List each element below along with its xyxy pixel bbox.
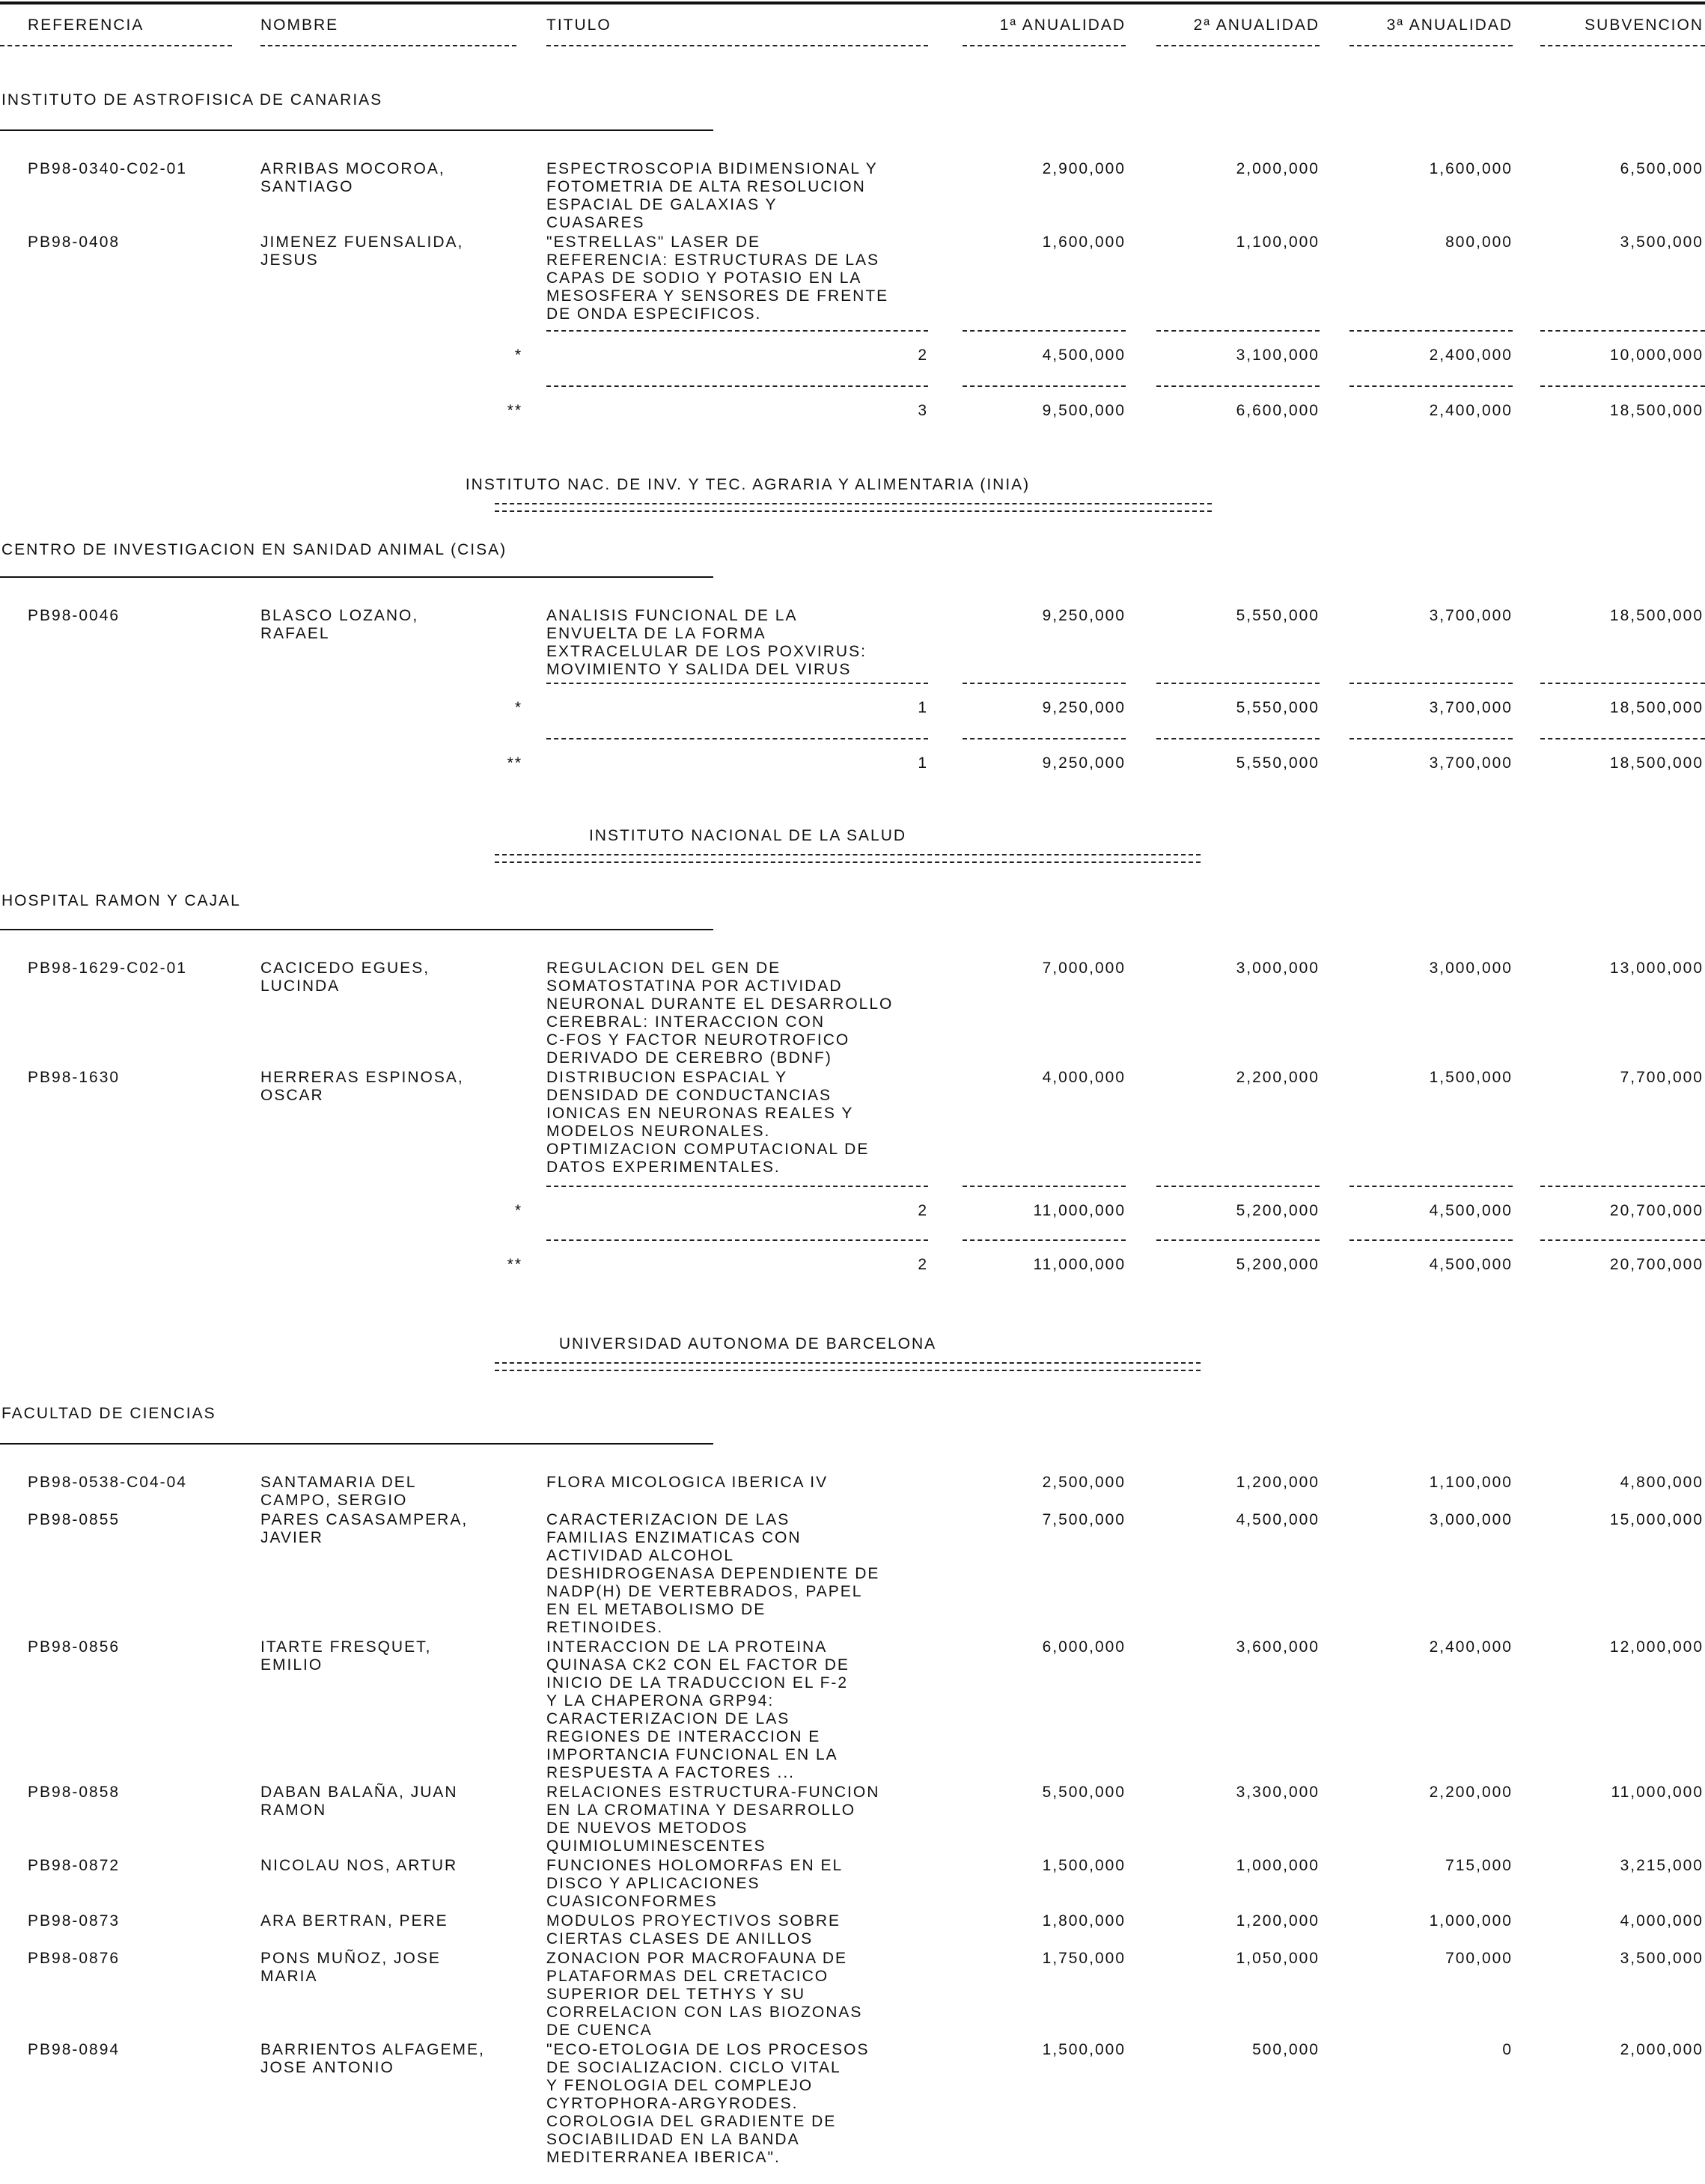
annuality-1: 2,900,000 <box>1042 160 1126 177</box>
subtotal-annuality-3: 3,700,000 <box>1429 699 1513 716</box>
subtotal-separator <box>1156 683 1320 684</box>
reference: PB98-0894 <box>28 2041 121 2058</box>
annuality-3: 800,000 <box>1445 234 1513 251</box>
subtotal-annuality-1: 9,250,000 <box>1042 699 1126 716</box>
annuality-2: 4,500,000 <box>1236 1511 1320 1528</box>
subtotal-separator <box>546 1186 928 1187</box>
reference: PB98-0538-C04-04 <box>28 1474 187 1491</box>
column-header: TITULO <box>546 16 611 34</box>
annuality-3: 2,400,000 <box>1429 1638 1513 1656</box>
total-annuality-3: 3,700,000 <box>1429 754 1513 772</box>
annuality-2: 2,200,000 <box>1236 1069 1320 1086</box>
total-marker: ** <box>507 1256 522 1273</box>
column-header: 1ª ANUALIDAD <box>999 16 1126 34</box>
header-underline <box>1156 45 1320 46</box>
annuality-3: 700,000 <box>1445 1950 1513 1967</box>
annuality-3: 1,000,000 <box>1429 1912 1513 1930</box>
total-separator <box>1156 738 1320 739</box>
project-title: CARACTERIZACION DE LAS FAMILIAS ENZIMATICAS CON ACTIVIDAD ALCOHOL DESHIDROGENASA DEPENDIENTE DE NADP(H) DE VERTEBRADOS, PAPEL EN EL METABOLISMO DE RETINOIDES. <box>546 1511 880 1636</box>
subtotal-count: 2 <box>918 1202 928 1219</box>
subtotal-separator <box>1349 330 1513 332</box>
total-annuality-3: 4,500,000 <box>1429 1256 1513 1273</box>
reference: PB98-1630 <box>28 1069 121 1086</box>
annuality-2: 3,300,000 <box>1236 1784 1320 1801</box>
subtotal-subsidy: 18,500,000 <box>1609 699 1704 716</box>
annuality-3: 1,500,000 <box>1429 1069 1513 1086</box>
annuality-1: 1,800,000 <box>1042 1912 1126 1930</box>
subtotal-annuality-2: 5,200,000 <box>1236 1202 1320 1219</box>
reference: PB98-1629-C02-01 <box>28 960 187 977</box>
investigator-name: DABAN BALAÑA, JUAN RAMON <box>260 1784 458 1819</box>
total-separator <box>963 385 1126 387</box>
header-underline <box>0 45 232 46</box>
annuality-2: 5,550,000 <box>1236 607 1320 624</box>
total-marker: ** <box>507 402 522 419</box>
total-subsidy: 18,500,000 <box>1609 402 1704 419</box>
annuality-2: 1,200,000 <box>1236 1912 1320 1930</box>
annuality-2: 1,200,000 <box>1236 1474 1320 1491</box>
total-subsidy: 20,700,000 <box>1609 1256 1704 1273</box>
annuality-2: 1,050,000 <box>1236 1950 1320 1967</box>
column-header: 2ª ANUALIDAD <box>1193 16 1320 34</box>
group-underline <box>495 1362 1201 1371</box>
unit-heading: HOSPITAL RAMON Y CAJAL <box>1 892 241 909</box>
annuality-3: 0 <box>1502 2041 1513 2058</box>
unit-rule <box>0 1443 713 1445</box>
annuality-1: 1,500,000 <box>1042 1857 1126 1874</box>
subsidy: 15,000,000 <box>1609 1511 1704 1528</box>
subtotal-separator <box>1540 683 1705 684</box>
total-annuality-1: 9,500,000 <box>1042 402 1126 419</box>
project-title: INTERACCION DE LA PROTEINA QUINASA CK2 CON EL FACTOR DE INICIO DE LA TRADUCCION EL F-2 Y LA CHAPERONA GRP94: CARACTERIZACION DE LAS REGIONES DE INTERACCION E IMPORTANCIA FUNCIONAL EN LA RESPUESTA A FACTORES ... <box>546 1638 850 1781</box>
subtotal-separator <box>1349 683 1513 684</box>
total-annuality-1: 9,250,000 <box>1042 754 1126 772</box>
subsidy: 4,800,000 <box>1620 1474 1704 1491</box>
unit-heading: CENTRO DE INVESTIGACION EN SANIDAD ANIMAL (CISA) <box>1 541 507 558</box>
total-separator <box>546 1239 928 1241</box>
annuality-3: 2,200,000 <box>1429 1784 1513 1801</box>
column-header: NOMBRE <box>260 16 339 34</box>
project-title: "ECO-ETOLOGIA DE LOS PROCESOS DE SOCIALIZACION. CICLO VITAL Y FENOLOGIA DEL COMPLEJO CYRTOPHORA-ARGYRODES. COROLOGIA DEL GRADIENTE DE SOCIABILIDAD EN LA BANDA MEDITERRANEA IBERICA". <box>546 2041 870 2166</box>
column-header: 3ª ANUALIDAD <box>1386 16 1513 34</box>
annuality-2: 1,000,000 <box>1236 1857 1320 1874</box>
subtotal-separator <box>963 683 1126 684</box>
reference: PB98-0858 <box>28 1784 121 1801</box>
subsidy: 7,700,000 <box>1620 1069 1704 1086</box>
annuality-1: 7,500,000 <box>1042 1511 1126 1528</box>
subtotal-separator <box>546 683 928 684</box>
subtotal-separator <box>1156 330 1320 332</box>
project-title: "ESTRELLAS" LASER DE REFERENCIA: ESTRUCTURAS DE LAS CAPAS DE SODIO Y POTASIO EN LA MESOSFERA Y SENSORES DE FRENTE DE ONDA ESPECIFICOS. <box>546 234 889 323</box>
reference: PB98-0408 <box>28 234 121 251</box>
subtotal-separator <box>1540 1186 1705 1187</box>
group-underline <box>495 854 1201 863</box>
annuality-1: 2,500,000 <box>1042 1474 1126 1491</box>
total-marker: ** <box>507 754 522 772</box>
subsidy: 3,215,000 <box>1620 1857 1704 1874</box>
total-separator <box>1349 385 1513 387</box>
subtotal-marker: * <box>514 347 522 364</box>
subtotal-count: 1 <box>918 699 928 716</box>
total-count: 2 <box>918 1256 928 1273</box>
subtotal-separator <box>1349 1186 1513 1187</box>
reference: PB98-0046 <box>28 607 121 624</box>
total-separator <box>1156 1239 1320 1241</box>
subtotal-annuality-1: 4,500,000 <box>1042 347 1126 364</box>
annuality-2: 3,000,000 <box>1236 960 1320 977</box>
investigator-name: ARA BERTRAN, PERE <box>260 1912 448 1930</box>
annuality-1: 1,750,000 <box>1042 1950 1126 1967</box>
project-title: FLORA MICOLOGICA IBERICA IV <box>546 1474 829 1491</box>
total-separator <box>1540 385 1705 387</box>
unit-rule <box>0 576 713 578</box>
annuality-1: 6,000,000 <box>1042 1638 1126 1656</box>
investigator-name: ARRIBAS MOCOROA, SANTIAGO <box>260 160 445 195</box>
subtotal-count: 2 <box>918 347 928 364</box>
annuality-3: 3,000,000 <box>1429 960 1513 977</box>
subtotal-annuality-2: 5,550,000 <box>1236 699 1320 716</box>
project-title: MODULOS PROYECTIVOS SOBRE CIERTAS CLASES DE ANILLOS <box>546 1912 841 1947</box>
subsidy: 3,500,000 <box>1620 234 1704 251</box>
subtotal-annuality-1: 11,000,000 <box>1033 1202 1126 1219</box>
total-annuality-3: 2,400,000 <box>1429 402 1513 419</box>
total-annuality-2: 5,200,000 <box>1236 1256 1320 1273</box>
group-heading: UNIVERSIDAD AUTONOMA DE BARCELONA <box>558 1335 937 1352</box>
investigator-name: SANTAMARIA DEL CAMPO, SERGIO <box>260 1474 417 1509</box>
total-annuality-2: 6,600,000 <box>1236 402 1320 419</box>
subtotal-subsidy: 10,000,000 <box>1609 347 1704 364</box>
investigator-name: NICOLAU NOS, ARTUR <box>260 1857 458 1874</box>
unit-rule <box>0 929 713 930</box>
header-underline <box>1540 45 1705 46</box>
total-annuality-2: 5,550,000 <box>1236 754 1320 772</box>
subtotal-separator <box>546 330 928 332</box>
subsidy: 3,500,000 <box>1620 1950 1704 1967</box>
subtotal-marker: * <box>514 699 522 716</box>
unit-rule <box>0 129 713 131</box>
investigator-name: JIMENEZ FUENSALIDA, JESUS <box>260 234 464 269</box>
reference: PB98-0340-C02-01 <box>28 160 187 177</box>
project-title: ANALISIS FUNCIONAL DE LA ENVUELTA DE LA FORMA EXTRACELULAR DE LOS POXVIRUS: MOVIMIENTO Y SALIDA DEL VIRUS <box>546 607 867 678</box>
total-separator <box>546 385 928 387</box>
project-title: REGULACION DEL GEN DE SOMATOSTATINA POR ACTIVIDAD NEURONAL DURANTE EL DESARROLLO CEREBRAL: INTERACCION CON C-FOS Y FACTOR NEUROTROFICO DERIVADO DE CEREBRO (BDNF) <box>546 960 894 1067</box>
subsidy: 2,000,000 <box>1620 2041 1704 2058</box>
annuality-3: 1,600,000 <box>1429 160 1513 177</box>
subtotal-separator <box>963 1186 1126 1187</box>
column-header: SUBVENCION <box>1584 16 1704 34</box>
subtotal-separator <box>1540 330 1705 332</box>
column-header: REFERENCIA <box>28 16 144 34</box>
investigator-name: BARRIENTOS ALFAGEME, JOSE ANTONIO <box>260 2041 485 2076</box>
total-separator <box>1349 738 1513 739</box>
investigator-name: PARES CASASAMPERA, JAVIER <box>260 1511 469 1546</box>
annuality-1: 4,000,000 <box>1042 1069 1126 1086</box>
reference: PB98-0873 <box>28 1912 121 1930</box>
annuality-3: 3,700,000 <box>1429 607 1513 624</box>
header-underline <box>963 45 1126 46</box>
unit-heading: FACULTAD DE CIENCIAS <box>1 1405 216 1422</box>
reference: PB98-0856 <box>28 1638 121 1656</box>
subsidy: 4,000,000 <box>1620 1912 1704 1930</box>
annuality-1: 7,000,000 <box>1042 960 1126 977</box>
subtotal-separator <box>1156 1186 1320 1187</box>
project-title: ZONACION POR MACROFAUNA DE PLATAFORMAS DEL CRETACICO SUPERIOR DEL TETHYS Y SU CORRELACION CON LAS BIOZONAS DE CUENCA <box>546 1950 863 2039</box>
header-underline <box>1349 45 1513 46</box>
investigator-name: CACICEDO EGUES, LUCINDA <box>260 960 430 995</box>
header-underline <box>546 45 928 46</box>
annuality-1: 1,600,000 <box>1042 234 1126 251</box>
total-separator <box>963 738 1126 739</box>
group-heading: INSTITUTO NAC. DE INV. Y TEC. AGRARIA Y ALIMENTARIA (INIA) <box>465 476 1031 493</box>
total-separator <box>1156 385 1320 387</box>
top-rule <box>0 1 1705 4</box>
group-heading: INSTITUTO NACIONAL DE LA SALUD <box>588 827 907 844</box>
project-title: DISTRIBUCION ESPACIAL Y DENSIDAD DE CONDUCTANCIAS IONICAS EN NEURONAS REALES Y MODELOS NEURONALES. OPTIMIZACION COMPUTACIONAL DE DATOS EXPERIMENTALES. <box>546 1069 870 1176</box>
subtotal-subsidy: 20,700,000 <box>1609 1202 1704 1219</box>
investigator-name: PONS MUÑOZ, JOSE MARIA <box>260 1950 441 1985</box>
reference: PB98-0876 <box>28 1950 121 1967</box>
unit-heading: INSTITUTO DE ASTROFISICA DE CANARIAS <box>1 91 383 109</box>
subtotal-annuality-3: 2,400,000 <box>1429 347 1513 364</box>
annuality-2: 500,000 <box>1252 2041 1320 2058</box>
subsidy: 18,500,000 <box>1609 607 1704 624</box>
subsidy: 6,500,000 <box>1620 160 1704 177</box>
project-title: ESPECTROSCOPIA BIDIMENSIONAL Y FOTOMETRIA DE ALTA RESOLUCION ESPACIAL DE GALAXIAS Y CUASARES <box>546 160 878 231</box>
annuality-3: 715,000 <box>1445 1857 1513 1874</box>
project-title: FUNCIONES HOLOMORFAS EN EL DISCO Y APLICACIONES CUASICONFORMES <box>546 1857 844 1910</box>
project-title: RELACIONES ESTRUCTURA-FUNCION EN LA CROMATINA Y DESARROLLO DE NUEVOS METODOS QUIMIOLUMINESCENTES <box>546 1784 880 1855</box>
total-count: 3 <box>918 402 928 419</box>
subsidy: 13,000,000 <box>1609 960 1704 977</box>
investigator-name: BLASCO LOZANO, RAFAEL <box>260 607 419 642</box>
annuality-1: 5,500,000 <box>1042 1784 1126 1801</box>
subsidy: 12,000,000 <box>1609 1638 1704 1656</box>
subsidy: 11,000,000 <box>1611 1784 1704 1801</box>
group-underline <box>495 503 1212 512</box>
total-separator <box>546 738 928 739</box>
total-separator <box>963 1239 1126 1241</box>
total-count: 1 <box>918 754 928 772</box>
total-subsidy: 18,500,000 <box>1609 754 1704 772</box>
subtotal-marker: * <box>514 1202 522 1219</box>
subtotal-separator <box>963 330 1126 332</box>
reference: PB98-0872 <box>28 1857 121 1874</box>
header-underline <box>260 45 516 46</box>
annuality-2: 2,000,000 <box>1236 160 1320 177</box>
subtotal-annuality-2: 3,100,000 <box>1236 347 1320 364</box>
investigator-name: ITARTE FRESQUET, EMILIO <box>260 1638 432 1674</box>
total-annuality-1: 11,000,000 <box>1033 1256 1126 1273</box>
subtotal-annuality-3: 4,500,000 <box>1429 1202 1513 1219</box>
investigator-name: HERRERAS ESPINOSA, OSCAR <box>260 1069 464 1104</box>
total-separator <box>1540 1239 1705 1241</box>
annuality-3: 3,000,000 <box>1429 1511 1513 1528</box>
reference: PB98-0855 <box>28 1511 121 1528</box>
total-separator <box>1349 1239 1513 1241</box>
total-separator <box>1540 738 1705 739</box>
annuality-2: 1,100,000 <box>1236 234 1320 251</box>
annuality-1: 1,500,000 <box>1042 2041 1126 2058</box>
annuality-1: 9,250,000 <box>1042 607 1126 624</box>
annuality-3: 1,100,000 <box>1429 1474 1513 1491</box>
annuality-2: 3,600,000 <box>1236 1638 1320 1656</box>
